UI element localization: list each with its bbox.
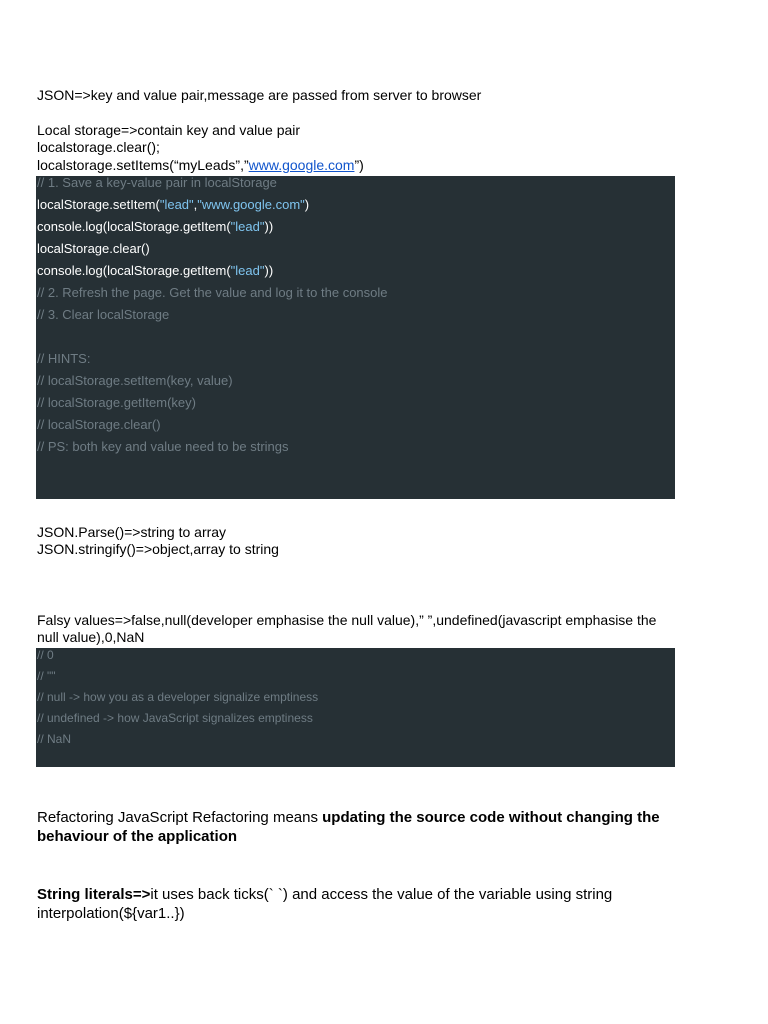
code-comment: // undefined -> how JavaScript signalizes emptiness	[37, 711, 313, 725]
code-comment: // PS: both key and value need to be strings	[37, 439, 289, 454]
local-storage-setitems-line	[37, 157, 364, 174]
json-stringify-line: JSON.stringify()=>object,array to string	[37, 541, 279, 557]
code-block-falsy	[36, 648, 675, 767]
string-literals-label: String literals=>	[37, 886, 151, 903]
code-comment: // 3. Clear localStorage	[37, 307, 170, 322]
code-comment: // NaN	[37, 732, 72, 746]
falsy-values-line: Falsy values=>false,null(developer emphasise the null value),” ”,undefined(javascript emphasise the	[37, 612, 657, 628]
string-literals-text: it uses back ticks(` `) and access the value of the variable using string interpolation(${var1..})	[37, 886, 613, 922]
code-clear: localStorage.clear()	[37, 241, 150, 256]
json-description: JSON=>key and value pair,message are passed from server to browser	[37, 87, 482, 103]
code-set-item: localStorage.setItem("lead","www.google.com")	[37, 197, 310, 212]
code-comment: // localStorage.clear()	[37, 417, 161, 432]
code-block-localstorage	[36, 176, 675, 499]
google-link[interactable]: www.google.com	[248, 157, 355, 173]
refactoring-emphasis: updating the source code without changing the behaviour of the application	[37, 809, 660, 845]
code-comment: // localStorage.setItem(key, value)	[37, 373, 233, 388]
code-log-get-item: console.log(localStorage.getItem("lead"))	[37, 219, 274, 234]
local-storage-clear-line: localstorage.clear();	[37, 139, 160, 155]
string-literals-paragraph	[37, 885, 677, 923]
setitems-prefix: localstorage.setItems(“myLeads”,”	[37, 157, 249, 173]
code-comment: // ""	[37, 669, 56, 683]
code-comment: // 0	[37, 648, 54, 662]
code-comment: // null -> how you as a developer signalize emptiness	[37, 690, 319, 704]
code-comment: // localStorage.getItem(key)	[37, 395, 196, 410]
code-comment: // HINTS:	[37, 351, 91, 366]
code-comment: // 1. Save a key-value pair in localStorage	[37, 175, 277, 190]
code-comment: // 2. Refresh the page. Get the value and log it to the console	[37, 285, 388, 300]
local-storage-description: Local storage=>contain key and value pair	[37, 122, 301, 138]
setitems-suffix: ”)	[354, 157, 364, 173]
refactoring-paragraph	[37, 808, 677, 846]
code-log-get-item: console.log(localStorage.getItem("lead"))	[37, 263, 274, 278]
refactoring-text: Refactoring JavaScript Refactoring means	[37, 809, 323, 826]
falsy-values-line-2: null value),0,NaN	[37, 629, 145, 645]
json-parse-line: JSON.Parse()=>string to array	[37, 524, 227, 540]
